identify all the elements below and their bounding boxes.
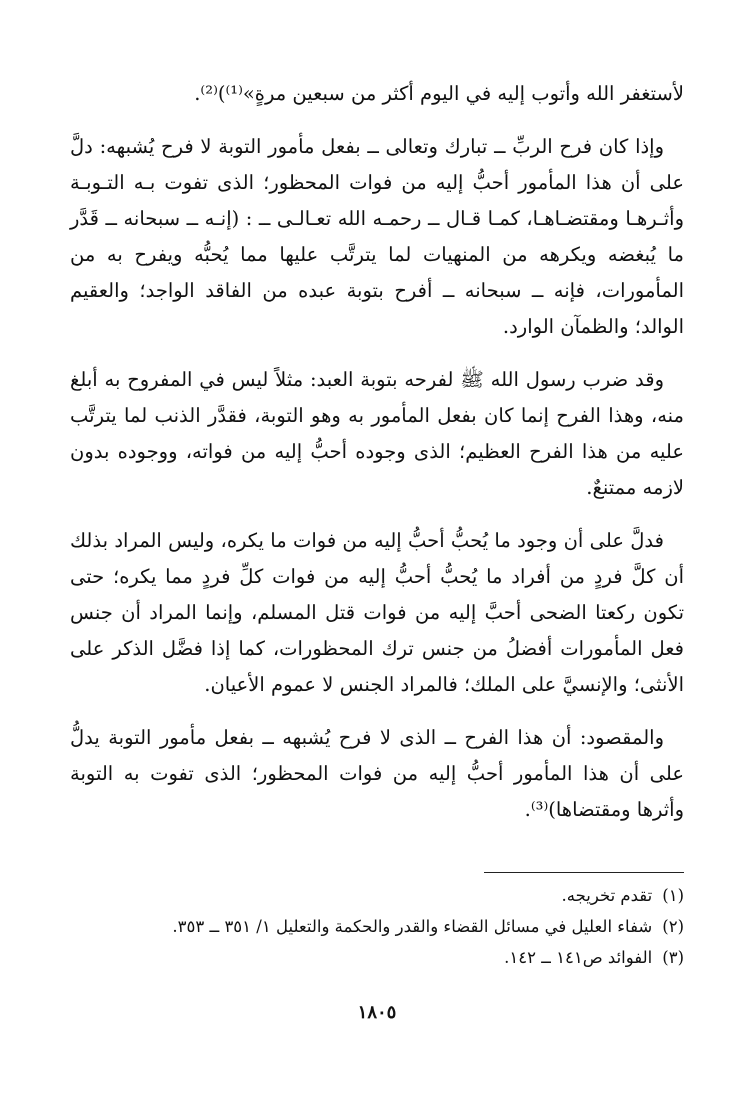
footnote-text: الفوائد ص١٤١ ــ ١٤٢. xyxy=(504,948,653,967)
paragraph-2: وإذا كان فرح الربِّ ــ تبارك وتعالى ــ بفعل مأمور التوبة لا فرح يُشبهه: دلَّ على أن هذا المأمور أحبُّ إليه من فوات المحظور؛ الذى تفوت بـه التـوبـة وأثـرهـا ومقتضـاهـا، كمـا قـال ــ رحمـه الله تعـالـى ــ : (إنـه ــ سبحانه ــ قَدَّر ما يُبغضه ويكرهه من المنهيات لما يترتَّب عليها مما يُحبُّه ويفرح به من المأمورات، فإنه ــ سبحانه ــ أفرح بتوبة عبده من الفاقد الواجد؛ والعقيم الوالد؛ والظمآن الوارد. xyxy=(70,135,684,338)
footnotes xyxy=(70,880,684,973)
paragraph-5: والمقصود: أن هذا الفرح ــ الذى لا فرح يُشبهه ــ بفعل مأمور التوبة يدلُّ على أن هذا المأمور أحبُّ إليه من فوات المحظور؛ الذى تفوت به التوبة وأثرها ومقتضاها)⁽³⁾. xyxy=(70,726,684,821)
footnote-text: شفاء العليل في مسائل القضاء والقدر والحكمة والتعليل ١/ ٣٥١ ــ ٣٥٣. xyxy=(172,917,653,936)
footnote-1 xyxy=(70,880,684,911)
footnote-3 xyxy=(70,942,684,973)
main-text xyxy=(70,76,684,845)
footnote-text: تقدم تخريجه. xyxy=(561,886,653,905)
footnote-2 xyxy=(70,911,684,942)
page-number: ١٨٠٥ xyxy=(357,1002,397,1023)
footnote-number: (١) xyxy=(662,886,684,905)
footnote-number: (٣) xyxy=(662,948,684,967)
paragraph-1: لأستغفر الله وأتوب إليه في اليوم أكثر من سبعين مرةٍ»⁽¹⁾)⁽²⁾. xyxy=(194,82,684,105)
paragraph-4: فدلَّ على أن وجود ما يُحبُّ أحبُّ إليه من فوات ما يكره، وليس المراد بذلك أن كلَّ فردٍ من أفراد ما يُحبُّ أحبُّ إليه من فوات كلِّ فردٍ مما يكره؛ حتى تكون ركعتا الضحى أحبَّ إليه من فوات قتل المسلم، وإنما المراد أن جنس فعل المأمورات أفضلُ من جنس ترك المحظورات، كما إذا فضَّل الذكر على الأنثى؛ والإنسيَّ على الملك؛ فالمراد الجنس لا عموم الأعيان. xyxy=(70,529,684,696)
footnote-divider xyxy=(484,872,684,873)
footnote-number: (٢) xyxy=(662,917,684,936)
paragraph-3: وقد ضرب رسول الله ﷺ لفرحه بتوبة العبد: مثلاً ليس في المفروح به أبلغ منه، وهذا الفرح إنما كان بفعل المأمور به وهو التوبة، فقدَّر الذنب لما يترتَّب عليه من هذا الفرح العظيم؛ الذى وجوده أحبُّ إليه من فواته، ووجوده بدون لازمه ممتنعٌ. xyxy=(70,368,684,499)
